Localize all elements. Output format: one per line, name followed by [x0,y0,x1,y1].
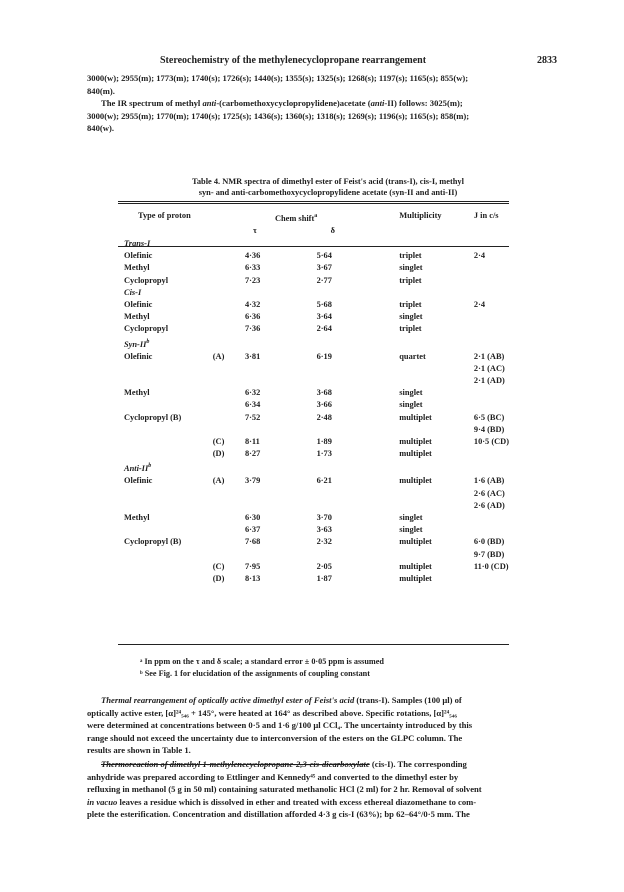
proton-position-cell: (C) [212,437,225,447]
proton-type-cell: Olefinic [124,251,153,261]
table-top-rule-2 [118,203,509,204]
delta-cell: 2·64 [316,324,332,334]
tau-cell [241,375,295,387]
proton-position-cell [213,399,241,411]
proton-type-cell [118,399,213,411]
tau-cell: 7·95 [244,561,261,571]
proton-type-cell [118,561,213,573]
delta-cell [295,424,386,436]
multiplicity-cell: singlet [399,388,423,398]
ir-line-4: 3000(w); 2955(m); 1770(m); 1740(s); 1725(s); 1436(s); 1360(s); 1318(s); 1269(s); 1196(s); 1165(s); 858(m); [87,110,470,121]
proton-position-cell [213,387,241,399]
tau-cell: 6·37 [244,525,261,535]
table-row [118,323,509,335]
tau-cell: 8·13 [244,574,261,584]
multiplicity-cell [385,500,474,512]
proton-type-cell: Cyclopropyl (B) [124,537,182,547]
delta-cell: 3·64 [316,312,332,322]
coupling-constant-cell: 11·0 (CD) [473,561,509,571]
proton-type-cell: Methyl [124,388,150,398]
tau-cell: 7·36 [244,324,261,334]
proton-type-cell [118,436,213,448]
table-caption [118,176,538,198]
multiplicity-cell: singlet [399,513,423,523]
multiplicity-cell: multiplet [399,412,432,422]
table-row [118,475,509,487]
multiplicity-cell [385,363,474,375]
table-row [118,399,509,411]
page-number: 2833 [537,55,557,66]
table-row [118,375,509,387]
coupling-constant-cell: 2·1 (AC) [473,363,505,373]
col-chem-shift-header [241,210,385,225]
tau-cell: 7·52 [244,412,261,422]
group-label [118,238,509,250]
coupling-constant-cell: 1·6 (AB) [473,476,505,486]
delta-cell: 1·73 [316,449,332,459]
tau-cell: 3·79 [244,476,261,486]
multiplicity-cell: triplet [399,324,422,334]
table-row [118,536,509,548]
proton-position-cell [213,424,241,436]
tau-header: τ [252,226,257,235]
prep-line-4 [87,796,571,809]
ir-anti-italic-2: anti [370,98,385,109]
tau-cell: 4·32 [244,300,261,310]
footnote-b: ᵇ See Fig. 1 for elucidation of the assignments of coupling constant [140,668,370,678]
coupling-constant-cell [474,512,509,524]
table-caption-line-2: syn- and anti-carbomethoxycyclopropylidene acetate (syn-II and anti-II) [198,188,458,197]
coupling-constant-cell: 9·7 (BD) [473,549,505,559]
proton-position-cell [213,375,241,387]
table-row [118,262,509,274]
coupling-constant-cell: 2·6 (AC) [473,488,505,498]
multiplicity-cell [385,375,474,387]
multiplicity-cell: quartet [399,351,426,361]
table-row [118,488,509,500]
coupling-constant-cell [474,262,509,274]
delta-cell: 3·68 [316,388,332,398]
multiplicity-cell: multiplet [399,449,432,459]
ir-line-2: 840(m). [87,85,115,96]
chem-shift-footnote-mark: a [314,213,318,219]
ir-line-1: 3000(w); 2955(m); 1773(m); 1740(s); 1726(s); 1440(s); 1355(s); 1325(s); 1268(s); 1197(s); 1165(s); 855(w); [87,73,469,83]
table-row [118,561,509,573]
proton-position-cell [213,323,241,335]
multiplicity-cell: multiplet [399,574,432,584]
multiplicity-cell: singlet [399,400,423,410]
tau-cell: 8·27 [244,449,261,459]
thermal-line-1-text: (trans-I). Samples (100 μl) of [354,695,462,705]
group-footnote-mark: b [148,463,152,470]
nmr-table [118,210,509,585]
delta-cell [295,549,386,561]
thermal-title: Thermal rearrangement of optically active dimethyl ester of Feist's acid [101,695,355,705]
delta-cell [295,363,386,375]
col-j-header: J in c/s [473,211,499,220]
ir-anti-text-3: -II) follows: 3025(m); [384,98,463,109]
delta-cell: 3·63 [316,525,332,535]
tau-cell: 6·34 [244,400,261,410]
proton-position-cell [213,311,241,323]
tau-cell: 7·68 [244,537,261,547]
blank-cell [118,225,213,238]
table-row [118,311,509,323]
table-footnotes [140,656,384,679]
proton-position-cell: (A) [212,351,225,361]
proton-position-cell [213,412,241,424]
multiplicity-cell: singlet [399,312,423,322]
proton-position-cell [213,275,241,287]
col-multiplicity-header: Multiplicity [399,211,442,220]
multiplicity-cell: singlet [399,525,423,535]
coupling-constant-cell: 2·4 [473,251,486,261]
tau-cell: 6·30 [244,513,261,523]
coupling-constant-cell: 10·5 (CD) [473,437,509,447]
group-label [118,287,509,299]
multiplicity-cell: triplet [399,251,422,261]
proton-type-cell: Methyl [124,312,150,322]
delta-cell [295,375,386,387]
prep-line-4-text: leaves a residue which is dissolved in ether and treated with excess ethereal diazomethane to com- [117,796,477,807]
proton-type-cell [118,375,213,387]
tau-cell: 6·33 [244,263,261,273]
proton-position-cell [213,488,241,500]
table-group-row [118,287,509,299]
delta-cell: 2·32 [316,537,332,547]
thermal-line-3: were determined at concentrations between 0·5 and 1·6 g/100 μl CCl₄. The uncertainty introduced by this [87,720,473,731]
proton-position-cell [213,299,241,311]
multiplicity-cell: triplet [399,275,422,285]
chem-shift-label: Chem shift [274,213,315,223]
proton-position-cell [213,500,241,512]
proton-type-cell: Cyclopropyl [124,324,169,334]
proton-position-cell: (D) [212,449,225,459]
prep-line-2: anhydride was prepared according to Ettlinger and Kennedy⁴⁵ and converted to the dimethyl ester by [87,771,459,782]
table-subheader-row [118,225,509,238]
tau-cell [241,363,295,375]
delta-cell: 1·89 [316,437,332,447]
tau-cell [241,424,295,436]
proton-type-cell [118,500,213,512]
group-label-text: Cis-I [124,287,142,297]
group-label-text: Anti-II [124,464,149,474]
group-label-text: Syn-II [124,339,147,349]
blank-cell [213,225,241,238]
multiplicity-cell: triplet [399,300,422,310]
proton-type-cell [118,363,213,375]
coupling-constant-cell [474,524,509,536]
table-group-row [118,336,509,351]
table-row [118,424,509,436]
table-group-row [118,238,509,250]
delta-cell: 2·77 [316,275,332,285]
proton-type-cell: Cyclopropyl (B) [124,412,182,422]
table-row [118,363,509,375]
multiplicity-cell: multiplet [399,561,432,571]
table-row [118,448,509,460]
multiplicity-cell: multiplet [399,537,432,547]
coupling-constant-cell: 6·5 (BC) [473,412,505,422]
table-row [118,275,509,287]
tau-cell [241,488,295,500]
coupling-constant-cell [474,399,509,411]
group-label [118,460,509,475]
delta-cell: 3·70 [316,513,332,523]
delta-cell [295,500,386,512]
table-row [118,500,509,512]
table-bottom-rule [118,644,509,645]
table-row [118,549,509,561]
tau-cell: 8·11 [244,437,260,447]
delta-cell: 5·64 [316,251,332,261]
prep-line-5: plete the esterification. Concentration and distillation afforded 4·3 g cis-I (63%); bp 62–64°/0·5 mm. The [87,809,470,820]
proton-type-cell [118,488,213,500]
delta-cell: 1·87 [316,574,332,584]
table-group-row [118,460,509,475]
multiplicity-cell: multiplet [399,437,432,447]
table-row [118,299,509,311]
table-row [118,436,509,448]
coupling-constant-cell: 6·0 (BD) [473,537,505,547]
running-title: Stereochemistry of the methylenecyclopropane rearrangement [160,55,427,66]
ir-anti-text-1: The IR spectrum of methyl [101,98,203,109]
tau-cell [241,549,295,561]
coupling-constant-cell: 2·1 (AD) [473,376,505,386]
table-row [118,412,509,424]
coupling-constant-cell: 9·4 (BD) [473,424,505,434]
proton-position-cell [213,262,241,274]
multiplicity-cell [385,549,474,561]
multiplicity-cell: multiplet [399,476,432,486]
preparation-paragraph [87,758,571,821]
proton-type-cell [118,573,213,585]
proton-type-cell: Methyl [124,263,150,273]
delta-cell: 5·68 [316,300,332,310]
coupling-constant-cell [474,275,509,287]
delta-header: δ [330,226,335,235]
proton-type-cell [118,424,213,436]
proton-position-cell [213,524,241,536]
footnote-a: ᵃ In ppm on the τ and δ scale; a standard error ± 0·05 ppm is assumed [140,657,384,666]
proton-type-cell [118,549,213,561]
proton-position-cell [213,536,241,548]
coupling-constant-cell: 2·4 [473,300,486,310]
blank-cell [474,225,509,238]
table-header-rule [118,246,509,247]
prep-struck-title: Thermoreaction of dimethyl 1-methylenecyclopropane-2,3-cis-dicarboxylate [101,759,370,769]
group-label [118,336,509,351]
coupling-constant-cell [474,573,509,585]
coupling-constant-cell [474,448,509,460]
proton-position-cell: (C) [212,561,225,571]
tau-cell: 6·32 [244,388,261,398]
table-top-rule [118,201,509,202]
proton-type-cell: Cyclopropyl [124,275,169,285]
intro-paragraph [87,72,571,135]
table-header-row [118,210,509,225]
proton-type-cell [118,448,213,460]
ir-line-5: 840(w). [87,123,114,134]
table-row [118,524,509,536]
proton-type-cell: Olefinic [124,476,153,486]
prep-line-3: refluxing in methanol (5 g in 50 ml) containing saturated methanolic HCl (2 ml) for 2 hr. Removal of solvent [87,784,482,795]
blank-cell [385,225,474,238]
ir-anti-text-2: -(carbomethoxycyclopropylidene)acetate ( [216,98,371,109]
proton-type-cell [118,524,213,536]
ir-anti-line [87,97,571,110]
thermal-line-4: range should not exceed the uncertainty due to interconversion of the esters on the GLPC column. The [87,732,463,743]
delta-cell: 2·48 [316,412,332,422]
delta-cell: 6·21 [316,476,332,486]
ir-anti-italic-1: anti [202,98,217,109]
coupling-constant-cell [474,387,509,399]
delta-cell: 3·66 [316,400,332,410]
thermal-line-1 [87,694,571,707]
multiplicity-cell [385,424,474,436]
delta-cell: 3·67 [316,263,332,273]
tau-cell: 6·36 [244,312,261,322]
prep-line-1-text: (cis-I). The corresponding [369,759,467,769]
tau-cell [241,500,295,512]
delta-cell: 2·05 [316,561,332,571]
table-row [118,573,509,585]
table-row [118,250,509,262]
prep-line-1 [87,758,571,771]
multiplicity-cell [385,488,474,500]
prep-in-vacuo: in vacuo [87,796,118,807]
group-footnote-mark: b [146,338,150,345]
col-type-header: Type of proton [138,211,191,220]
proton-position-cell [213,363,241,375]
tau-cell: 3·81 [244,351,261,361]
thermal-paragraph [87,694,571,757]
proton-position-cell [213,250,241,262]
multiplicity-cell: singlet [399,263,423,273]
coupling-constant-cell [474,311,509,323]
proton-type-cell: Olefinic [124,351,153,361]
delta-cell [295,488,386,500]
coupling-constant-cell: 2·6 (AD) [473,500,505,510]
thermal-line-2: optically active ester, [α]²⁴₅₄₆ + 145°, were heated at 164° as described above. Specific rotations, [α]²⁴₅₄₆ [87,707,457,718]
table-caption-line-1: Table 4. NMR spectra of dimethyl ester of Feist's acid (trans-I), cis-I, methyl [192,177,464,186]
proton-type-cell: Methyl [124,513,150,523]
coupling-constant-cell [474,323,509,335]
group-label-text: Trans-I [124,239,151,248]
table-row [118,351,509,363]
thermal-line-5: results are shown in Table 1. [87,745,191,756]
tau-cell: 7·23 [244,275,261,285]
coupling-constant-cell: 2·1 (AB) [473,351,505,361]
delta-cell: 6·19 [316,351,332,361]
proton-position-cell [213,512,241,524]
table-row [118,387,509,399]
proton-position-cell: (A) [212,476,225,486]
table-row [118,512,509,524]
proton-position-cell: (D) [212,574,225,584]
proton-position-cell [213,549,241,561]
proton-type-cell: Olefinic [124,300,153,310]
tau-cell: 4·36 [244,251,261,261]
